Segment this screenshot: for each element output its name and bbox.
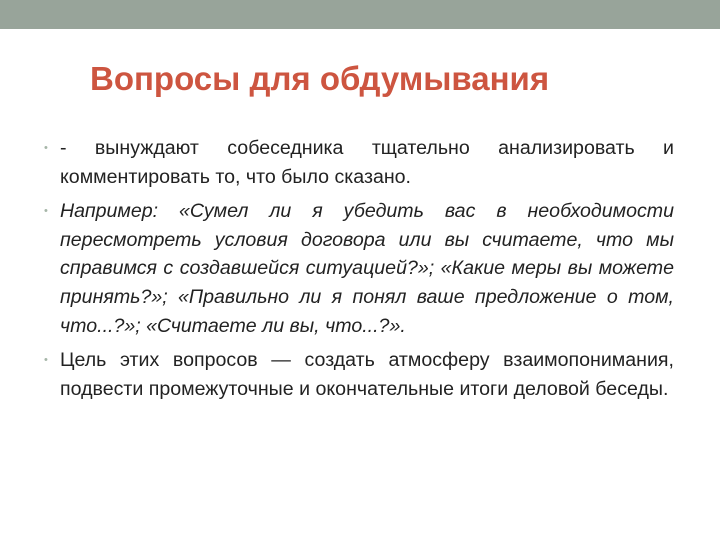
bullet-icon: • [44,142,48,154]
top-bar [0,0,720,29]
bullet-list [44,134,674,409]
bullet-icon: • [44,354,48,367]
list-item [44,346,674,403]
bullet-icon: • [44,205,48,218]
slide-title: Вопросы для обдумывания [90,60,550,97]
item-text: Например: «Сумел ли я убедить вас в необходимости пересмотреть условия договора или вы считаете, что мы справимся с создавшейся ситуацией?»; «Какие меры вы можете принять?»; «Правильно ли я понял ваше предложение о том, что...?»; «Считаете ли вы, что...?». [60,200,674,337]
item-text: - вынуждают собеседника тщательно анализировать и комментировать то, что было сказано. [60,137,674,188]
list-item [44,197,674,340]
item-text: Цель этих вопросов — создать атмосферу взаимопонимания, подвести промежуточные и окончательные итоги деловой беседы. [60,349,674,400]
list-item [44,134,674,191]
